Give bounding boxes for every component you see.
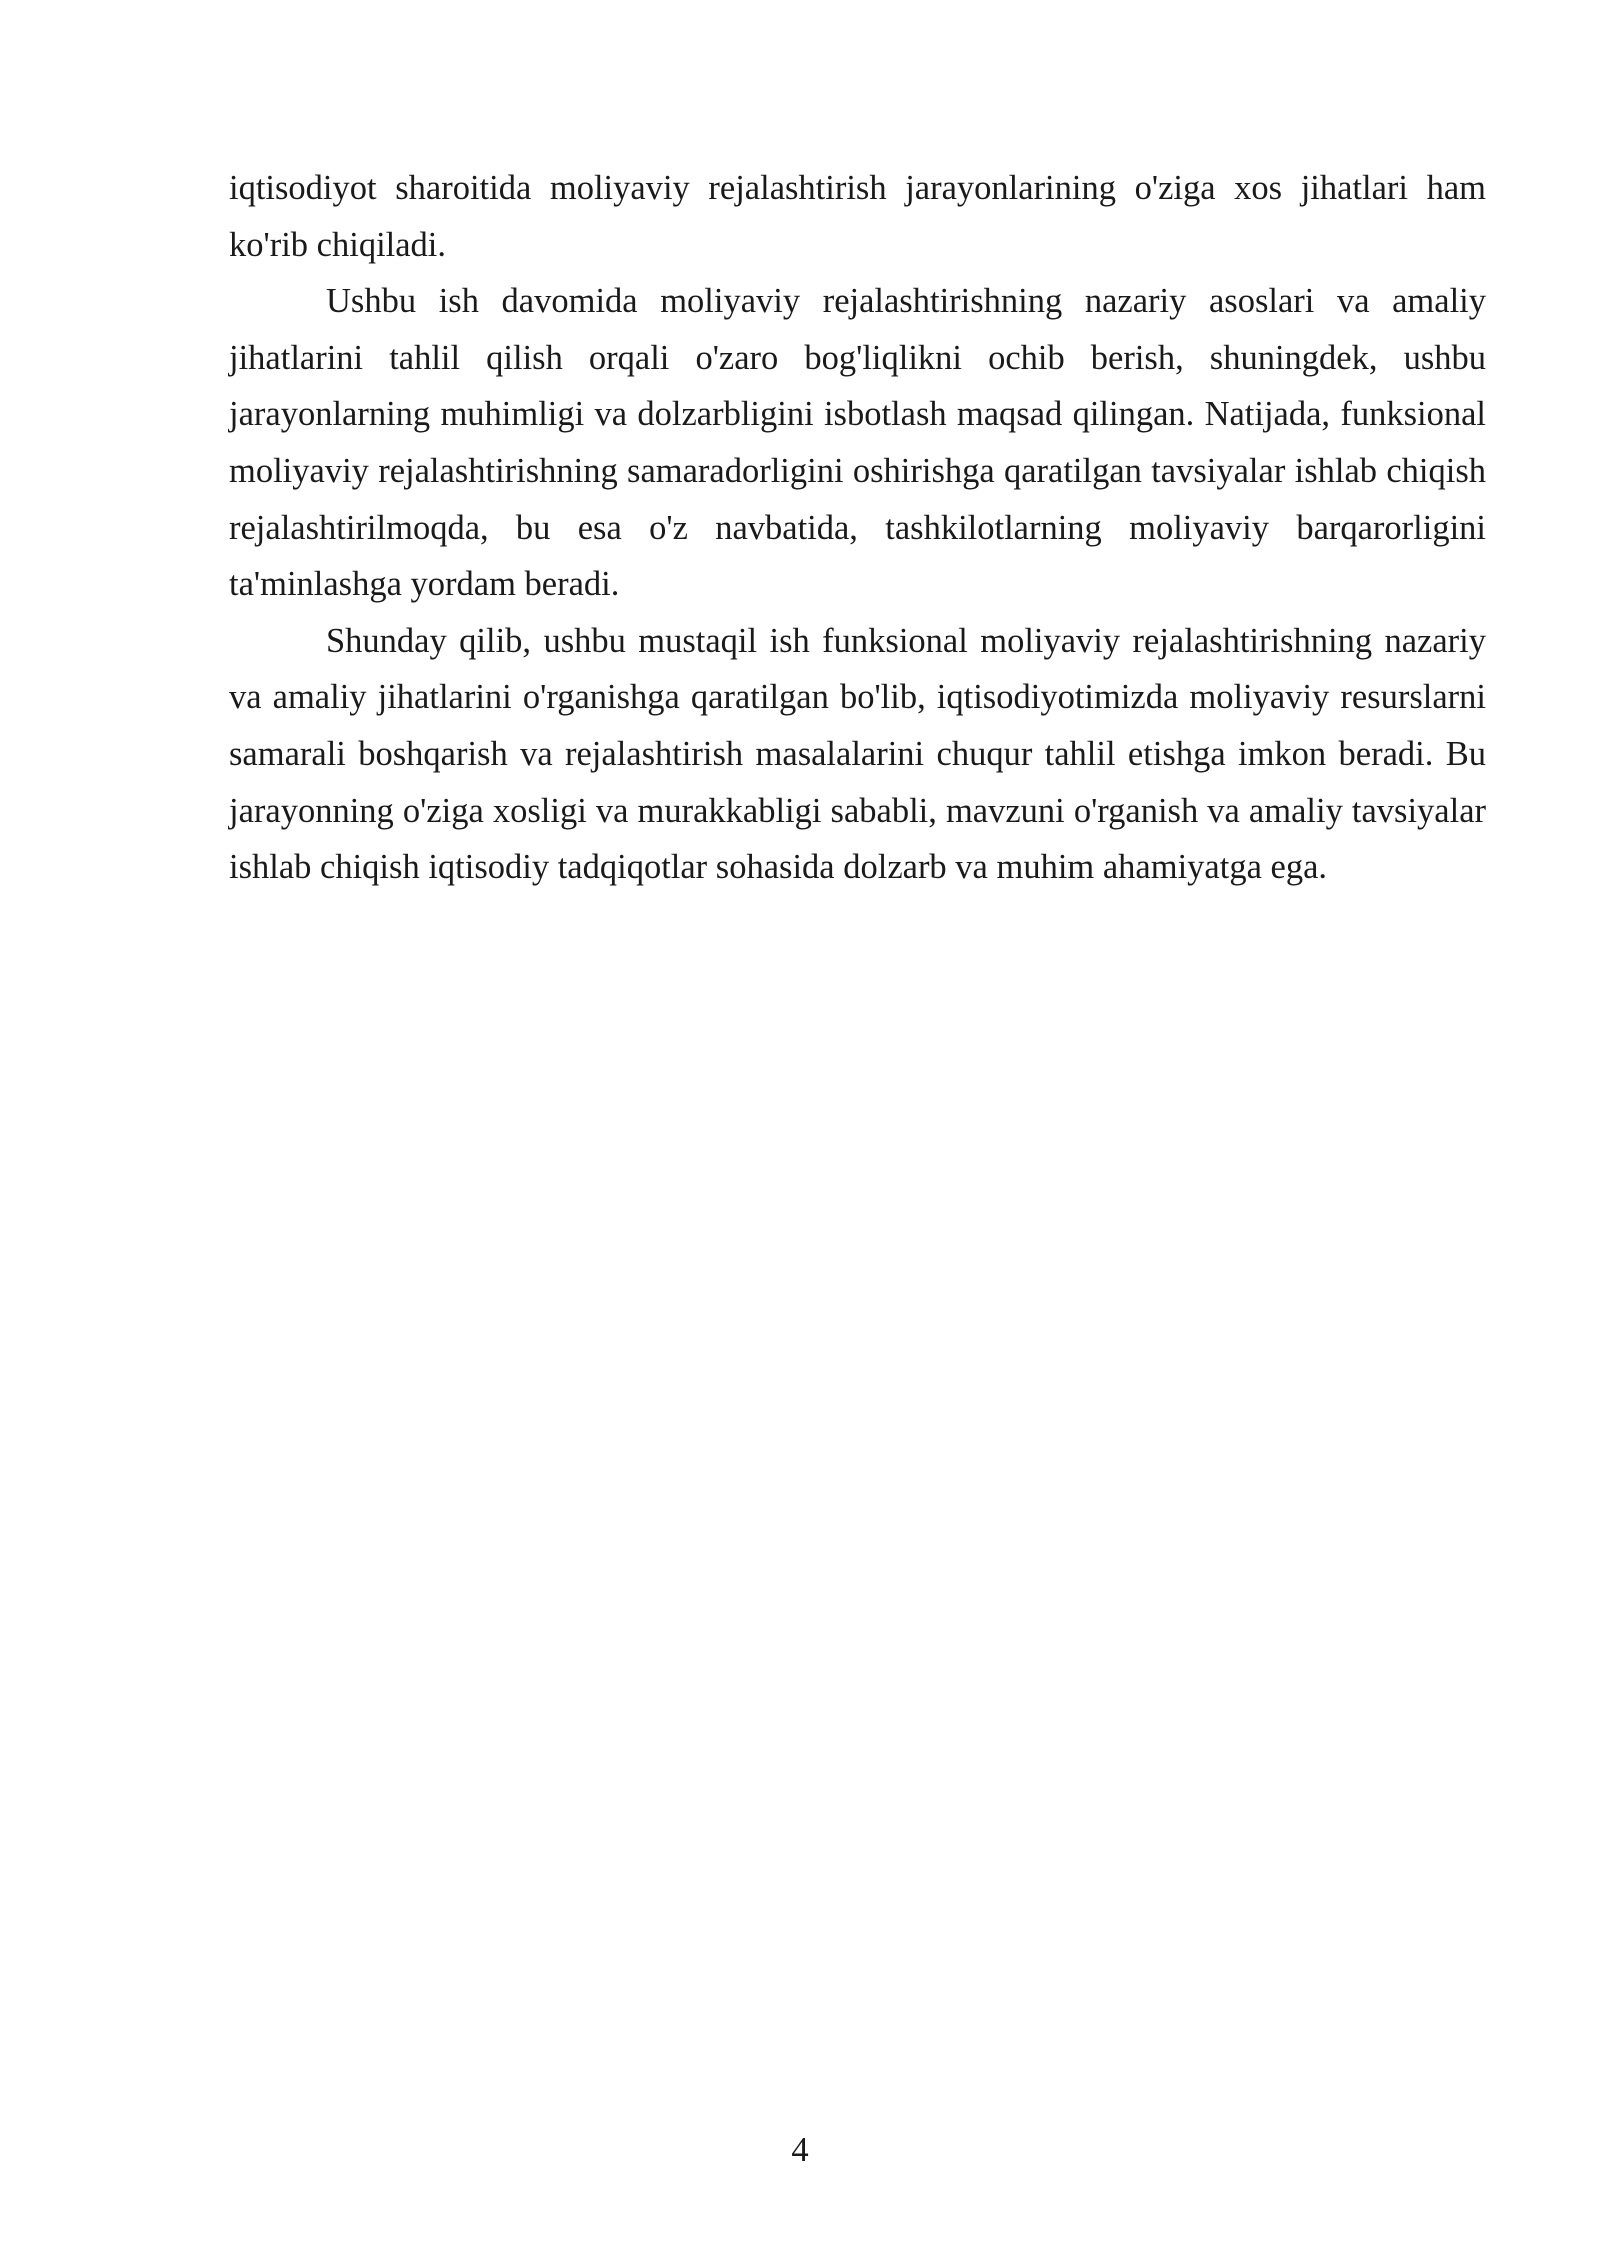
paragraph-continuation: iqtisodiyot sharoitida moliyaviy rejalashtirish jarayonlarining o'ziga xos jihatlari ham ko'rib chiqiladi. bbox=[229, 169, 1486, 264]
paragraph-purpose: Ushbu ish davomida moliyaviy rejalashtirishning nazariy asoslari va amaliy jihatlarini tahlil qilish orqali o'zaro bog'liqlikni ochib berish, shuningdek, ushbu jarayonlarning muhimligi va dolzarbligini isbotlash maqsad qilingan. Natijada, funksional moliyaviy rejalashtirishning samaradorligini oshirishga qaratilgan tavsiyalar ishlab chiqish rejalashtirilmoqda, bu esa o'z navbatida, tashkilotlarning moliyaviy barqarorligini ta'minlashga yordam beradi. bbox=[229, 282, 1486, 604]
paragraph-conclusion: Shunday qilib, ushbu mustaqil ish funksional moliyaviy rejalashtirishning nazariy va amaliy jihatlarini o'rganishga qaratilgan bo'lib, iqtisodiyotimizda moliyaviy resurslarni samarali boshqarish va rejalashtirish masalalarini chuqur tahlil etishga imkon beradi. Bu jarayonning o'ziga xosligi va murakkabligi sababli, mavzuni o'rganish va amaliy tavsiyalar ishlab chiqish iqtisodiy tadqiqotlar sohasida dolzarb va muhim ahamiyatga ega. bbox=[229, 621, 1486, 887]
page-number: 4 bbox=[791, 2131, 809, 2169]
body-text bbox=[229, 160, 1486, 896]
